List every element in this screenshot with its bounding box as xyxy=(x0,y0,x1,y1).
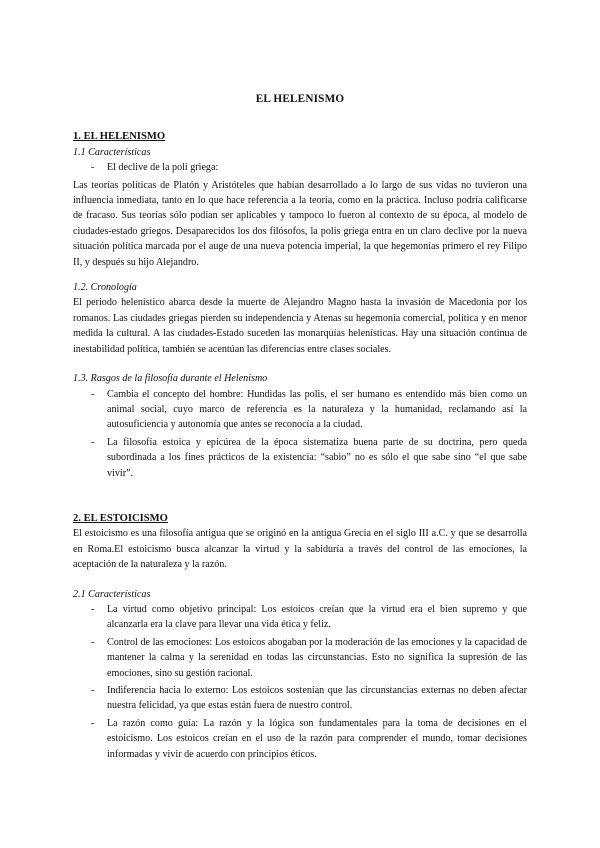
paragraph: El periodo helenístico abarca desde la muerte de Alejandro Magno hasta la invasión de Macedonia por los romanos. Las ciudades griegas pierden su independencia y Atenas su hegemonía comercial, política y en menor medida la cultural. A las ciudades-Estado suceden las monarquías helenísticas. Hay una situación continua de inestabilidad política, también se acentúan las diferencias entre clases sociales. xyxy=(73,297,527,355)
section-estoicismo xyxy=(73,511,527,762)
list-item: - La razón como guía: La razón y la lógica son fundamentales para la toma de decisiones en el estoicismo. Los estoicos creían en el uso de la razón para comprender el mundo, tomar decisiones informadas y vivir de acuerdo con principios éticos. xyxy=(73,716,527,762)
list-item: - Indiferencia hacia lo externo: Los estoicos sostenían que las circunstancias externas no deben afectar nuestra felicidad, ya que estas están fuera de nuestro control. xyxy=(73,683,527,714)
paragraph: El estoicismo es una filosofía antigua que se originó en la antigua Grecia en el siglo III a.C. y que se desarrolla en Roma.El estoicismo busca alcanzar la virtud y la sabiduría a través del control de las emociones, la aceptación de la naturaleza y la razón. xyxy=(73,528,527,571)
list-item: - El declive de la poli griega: xyxy=(73,160,527,175)
document-body xyxy=(73,92,527,764)
document-title: EL HELENISMO xyxy=(255,93,345,105)
subsection-title: 1.3. Rasgos de la filosofía durante el Helenismo xyxy=(73,373,268,385)
list-item: - La filosofía estoica y epicúrea de la época sistematiza buena parte de su doctrina, pero queda subordinada a los fines prácticos de la existencia: “sabio” no es sólo el que sabe sino “el que sabe vivir”. xyxy=(73,435,527,481)
bullet-list xyxy=(73,602,527,762)
subsection-title: 1.2. Cronología xyxy=(73,282,137,294)
section-heading: 1. EL HELENISMO xyxy=(73,131,166,143)
list-item: - La virtud como objetivo principal: Los estoicos creían que la virtud era el bien supremo y que alcanzarla era la clave para llevar una vida ética y feliz. xyxy=(73,602,527,633)
subsection-title: 1.1 Características xyxy=(73,146,151,158)
bullet-list xyxy=(73,160,527,175)
subsection-title: 2.1 Características xyxy=(73,588,151,600)
list-item: - Cambia el concepto del hombre: Hundidas las polis, el ser humano es entendido más bien como un animal social, cuyo marco de referencia es la naturaleza y la humanidad, reclamando así la autosuficiencia y autonomía que antes se reconocía a la ciudad. xyxy=(73,387,527,433)
list-item: - Control de las emociones: Los estoicos abogaban por la moderación de las emociones y la capacidad de mantener la calma y la serenidad en todas las circunstancias. Esto no significa la supresión de las emociones, sino su gestión racional. xyxy=(73,635,527,681)
section-helenismo xyxy=(73,129,527,481)
paragraph: Las teorías políticas de Platón y Aristóteles que habían desarrollado a lo largo de sus vidas no tuvieron una influencia inmediata, tanto en lo que hace referencia a la teoría, como en la práctica. Incluso podría calificarse de fracaso. Sus teorías sólo podían ser aplicables y tampoco lo fueron al contexto de su época, al modelo de ciudades-estado griegos. Desaparecidos los dos filósofos, la polis griega entra en un claro declive por la nueva situación política marcada por el auge de una nueva potencia imperial, la que hegemonías primero el rey Filipo II, y después su hijo Alejandro. xyxy=(73,179,527,268)
bullet-list xyxy=(73,387,527,481)
section-heading: 2. EL ESTOICISMO xyxy=(73,512,168,524)
